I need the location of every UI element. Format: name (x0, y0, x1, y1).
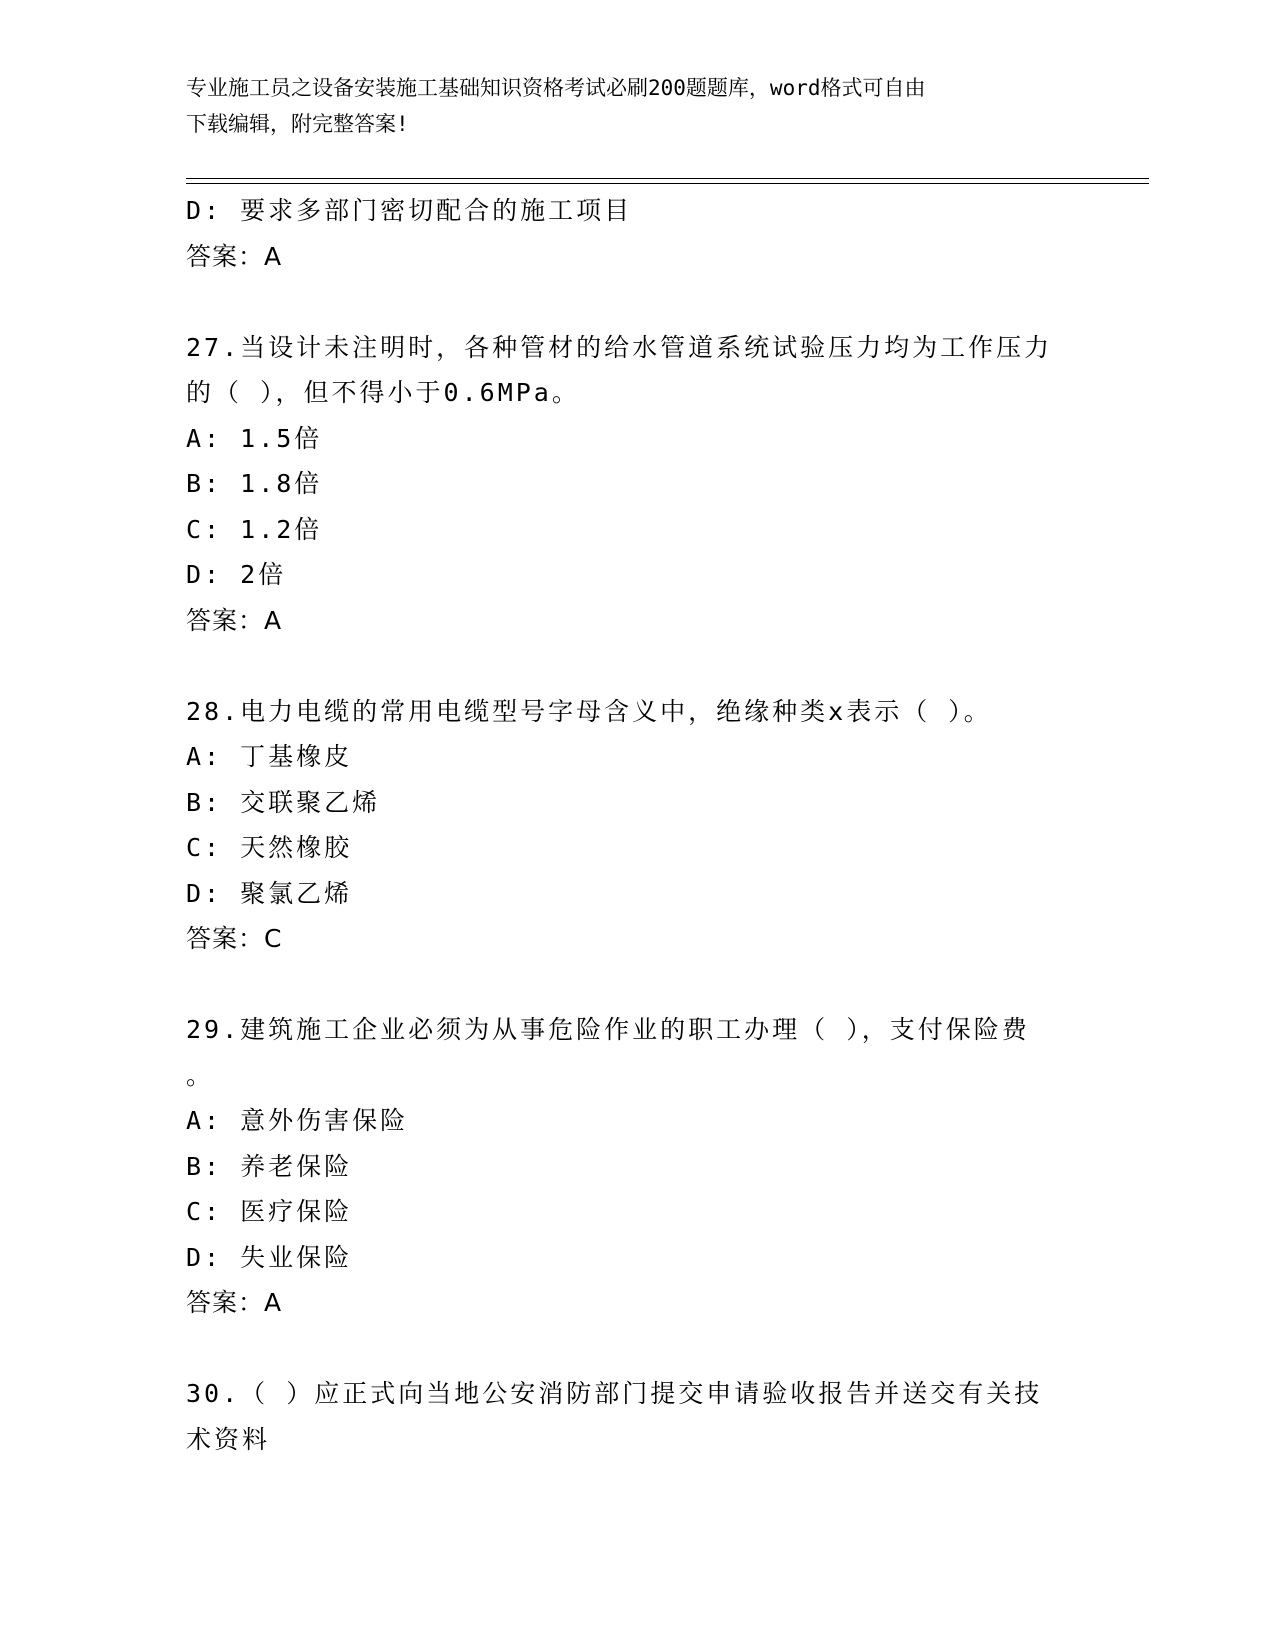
answer-line: 答案：C (186, 924, 283, 953)
option-c: C: 医疗保险 (186, 1197, 353, 1226)
option-a: A: 意外伤害保险 (186, 1106, 409, 1135)
option-b: B: 养老保险 (186, 1151, 353, 1181)
option-d: D: 失业保险 (186, 1242, 353, 1272)
answer-line: 答案：A (186, 605, 283, 635)
question-text-line-1: 30.（ ）应正式向当地公安消防部门提交申请验收报告并送交有关技 (186, 1379, 1043, 1408)
question-text-line-2: 。 (186, 1060, 215, 1090)
header-rule-top (186, 178, 1149, 179)
option-d: D: 聚氯乙烯 (186, 878, 353, 908)
question-text-line-1: 29.建筑施工企业必须为从事危险作业的职工办理（ ），支付保险费 (186, 1015, 1030, 1044)
header-rule-bottom (186, 183, 1149, 184)
header-title-line-1: 专业施工员之设备安装施工基础知识资格考试必刷200题题库，word格式可自由 (186, 76, 926, 100)
answer-line: 答案：A (186, 1288, 283, 1317)
option-a: A: 1.5倍 (186, 423, 323, 453)
previous-question-tail (186, 188, 1066, 279)
question-text-line-1: 28.电力电缆的常用电缆型号字母含义中，绝缘种类x表示（ ）。 (186, 696, 992, 726)
option-b: B: 1.8倍 (186, 469, 323, 498)
question-text-line-1: 27.当设计未注明时，各种管材的给水管道系统试验压力均为工作压力 (186, 332, 1053, 362)
option-d: D: 2倍 (186, 560, 287, 589)
option-c: C: 1.2倍 (186, 514, 323, 544)
option-c: C: 天然橡胶 (186, 833, 353, 862)
option-b: B: 交联聚乙烯 (186, 787, 381, 817)
option-a: A: 丁基橡皮 (186, 742, 353, 771)
document-header (186, 70, 1086, 142)
question-27 (186, 325, 1066, 644)
question-29 (186, 1007, 1066, 1326)
question-text-line-2: 的（ ），但不得小于0.6MPa。 (186, 378, 580, 407)
question-28 (186, 689, 1066, 962)
answer-line: 答案：A (186, 241, 283, 271)
question-30 (186, 1371, 1066, 1462)
document-body (186, 188, 1066, 1462)
question-text-line-2: 术资料 (186, 1424, 271, 1454)
header-title-line-2: 下载编辑，附完整答案! (186, 112, 409, 136)
option-d: D: 要求多部门密切配合的施工项目 (186, 196, 633, 225)
